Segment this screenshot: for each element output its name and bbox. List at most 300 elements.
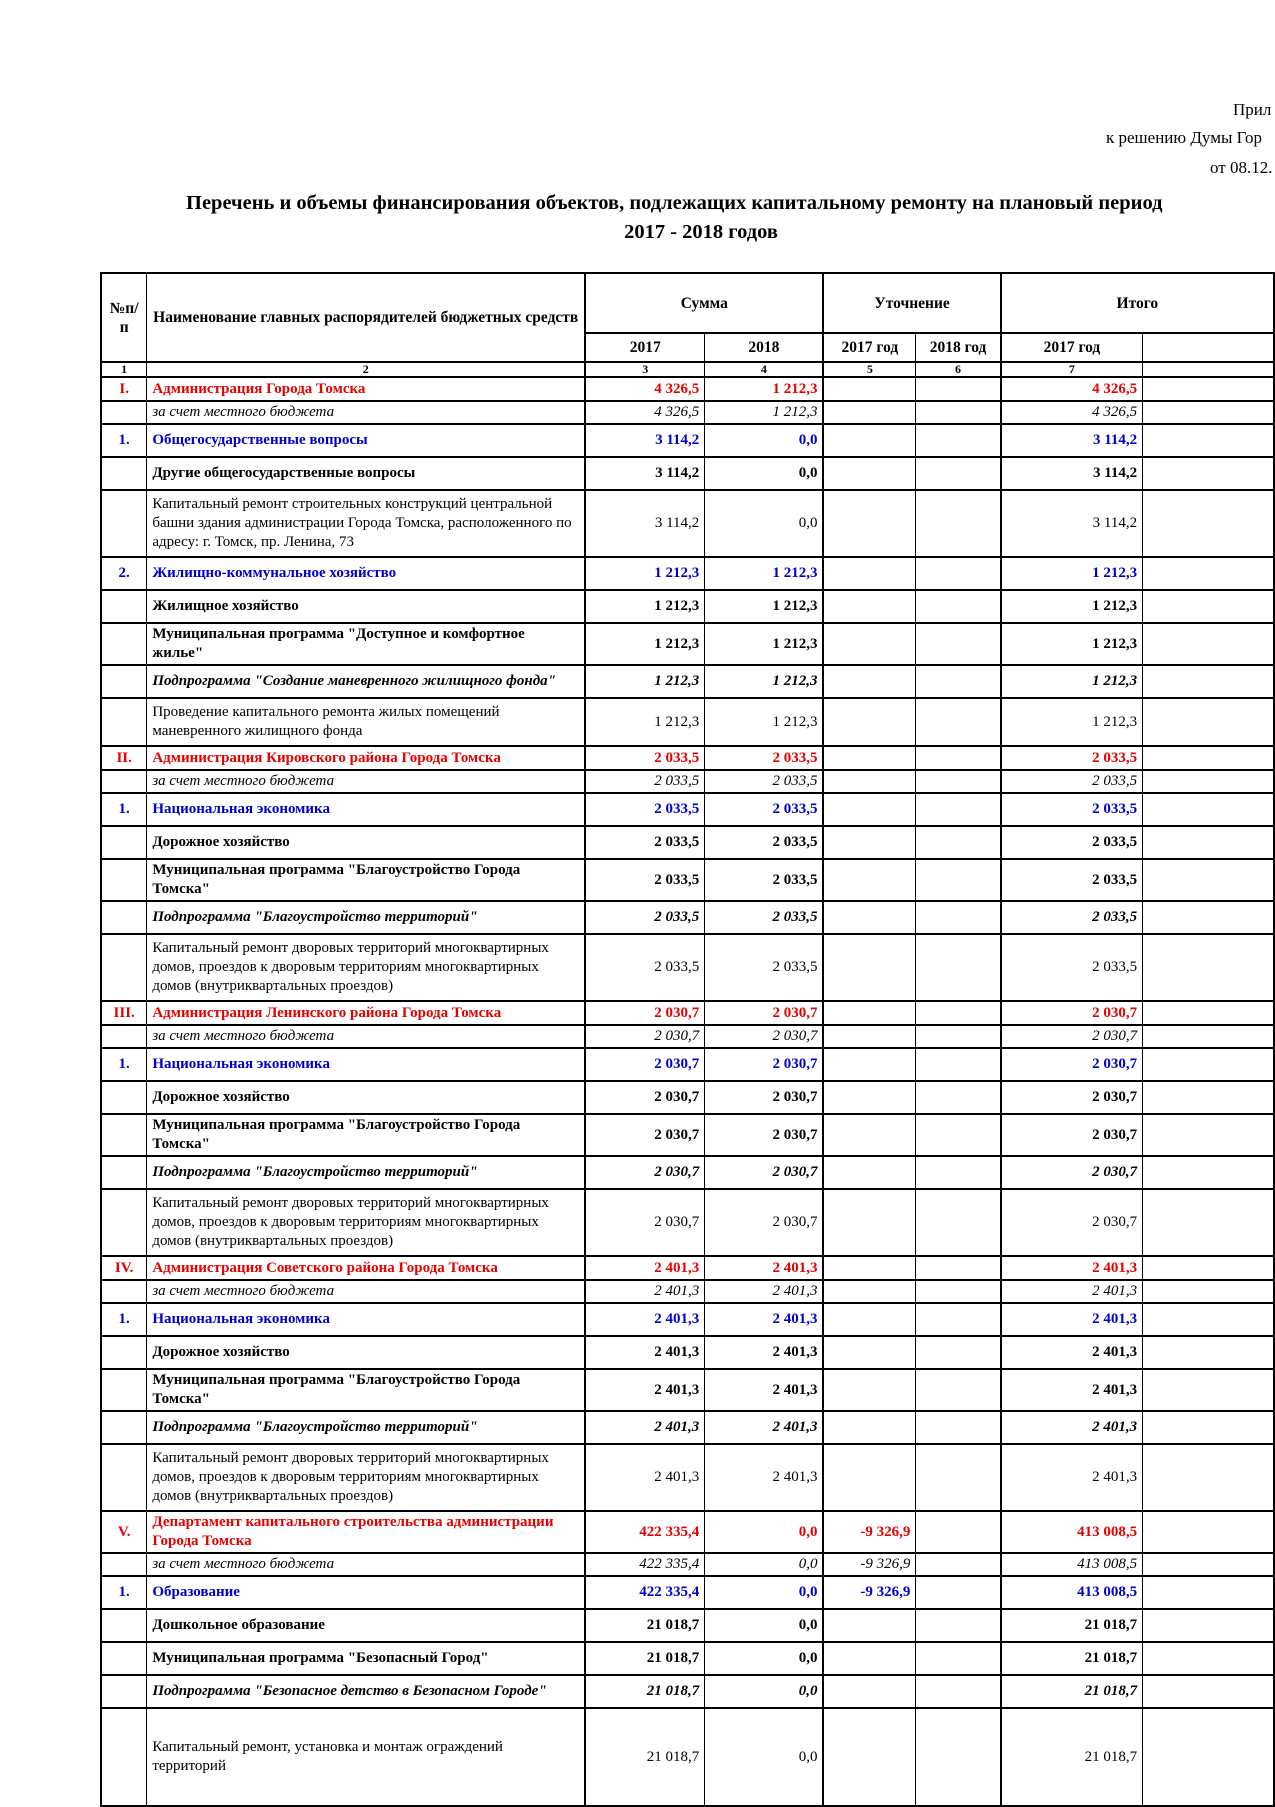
value-cell: 2 033,5	[1001, 901, 1143, 934]
value-cell: 2 033,5	[705, 859, 824, 901]
value-cell	[823, 826, 915, 859]
value-cell: 2 401,3	[705, 1256, 824, 1280]
decision-date-line: от 08.12.	[1210, 158, 1273, 177]
value-cell	[916, 1081, 1001, 1114]
value-cell	[1143, 623, 1274, 665]
value-cell	[1143, 826, 1274, 859]
row-name-cell: Администрация Ленинского района Города Томска	[147, 1001, 585, 1025]
value-cell	[823, 770, 915, 793]
value-cell	[823, 1001, 915, 1025]
row-name-cell: за счет местного бюджета	[147, 770, 585, 793]
row-name-cell: Подпрограмма "Благоустройство территорий"	[147, 901, 585, 934]
value-cell: 21 018,7	[585, 1609, 705, 1642]
row-name-cell: Дорожное хозяйство	[147, 1336, 585, 1369]
value-cell: 2 030,7	[705, 1001, 824, 1025]
row-number-cell	[101, 1411, 147, 1444]
row-number-cell: II.	[101, 746, 147, 770]
value-cell: 1 212,3	[705, 377, 824, 401]
value-cell: 2 401,3	[705, 1444, 824, 1511]
value-cell	[1143, 1336, 1274, 1369]
row-name-cell: за счет местного бюджета	[147, 1280, 585, 1303]
value-cell: -9 326,9	[823, 1511, 915, 1553]
column-index: 5	[823, 362, 915, 377]
header-summa-2017: 2017	[585, 333, 705, 362]
value-cell	[823, 1189, 915, 1256]
row-number-cell	[101, 1369, 147, 1411]
value-cell: 1 212,3	[1001, 590, 1143, 623]
value-cell	[823, 1642, 915, 1675]
table-row	[101, 1081, 1274, 1114]
table-row	[101, 1708, 1274, 1806]
value-cell	[1143, 557, 1274, 590]
value-cell	[823, 1114, 915, 1156]
value-cell	[1143, 424, 1274, 457]
value-cell	[823, 1303, 915, 1336]
value-cell: 4 326,5	[585, 401, 705, 424]
duma-decision-reference-line: к решению Думы Гор	[1106, 128, 1262, 147]
value-cell: 2 030,7	[1001, 1025, 1143, 1048]
row-name-cell: за счет местного бюджета	[147, 1025, 585, 1048]
value-cell: 2 033,5	[585, 793, 705, 826]
value-cell	[823, 457, 915, 490]
value-cell	[823, 665, 915, 698]
value-cell	[823, 623, 915, 665]
value-cell	[916, 793, 1001, 826]
table-row	[101, 698, 1274, 746]
row-number-cell	[101, 1708, 147, 1806]
row-name-cell: Муниципальная программа "Благоустройство Города Томска"	[147, 1369, 585, 1411]
row-name-cell: Муниципальная программа "Безопасный Город"	[147, 1642, 585, 1675]
value-cell	[823, 934, 915, 1001]
value-cell: 1 212,3	[705, 401, 824, 424]
value-cell	[1143, 1576, 1274, 1609]
value-cell: 2 033,5	[705, 746, 824, 770]
value-cell	[823, 1369, 915, 1411]
value-cell	[1143, 1114, 1274, 1156]
value-cell: 3 114,2	[1001, 490, 1143, 557]
row-number-cell	[101, 590, 147, 623]
value-cell	[1143, 1511, 1274, 1553]
table-row	[101, 377, 1274, 401]
value-cell: 21 018,7	[585, 1675, 705, 1708]
value-cell: 2 033,5	[585, 746, 705, 770]
table-row	[101, 793, 1274, 826]
value-cell	[1143, 590, 1274, 623]
row-number-cell	[101, 1280, 147, 1303]
table-row	[101, 424, 1274, 457]
value-cell	[1143, 901, 1274, 934]
table-row	[101, 746, 1274, 770]
value-cell: 21 018,7	[1001, 1708, 1143, 1806]
value-cell	[1143, 1001, 1274, 1025]
row-number-cell: 1.	[101, 424, 147, 457]
value-cell	[823, 793, 915, 826]
value-cell: -9 326,9	[823, 1553, 915, 1576]
value-cell: 0,0	[705, 1642, 824, 1675]
value-cell: 422 335,4	[585, 1553, 705, 1576]
value-cell: 2 030,7	[705, 1114, 824, 1156]
value-cell: 0,0	[705, 1511, 824, 1553]
value-cell	[916, 1708, 1001, 1806]
value-cell: 0,0	[705, 1675, 824, 1708]
row-number-cell	[101, 1444, 147, 1511]
table-row	[101, 1156, 1274, 1189]
value-cell	[916, 401, 1001, 424]
value-cell: 0,0	[705, 490, 824, 557]
value-cell: 2 401,3	[585, 1369, 705, 1411]
value-cell	[1143, 1642, 1274, 1675]
row-name-cell: Администрация Кировского района Города Томска	[147, 746, 585, 770]
value-cell: 2 030,7	[1001, 1048, 1143, 1081]
appendix-reference-line: Прил	[1233, 100, 1272, 119]
table-body	[101, 377, 1274, 1806]
row-number-cell: 2.	[101, 557, 147, 590]
value-cell: 1 212,3	[585, 665, 705, 698]
value-cell	[823, 859, 915, 901]
value-cell	[916, 1256, 1001, 1280]
table-row	[101, 859, 1274, 901]
value-cell	[1143, 1156, 1274, 1189]
value-cell	[1143, 698, 1274, 746]
value-cell: 2 033,5	[705, 793, 824, 826]
value-cell	[916, 1642, 1001, 1675]
row-number-cell	[101, 698, 147, 746]
row-number-cell	[101, 457, 147, 490]
value-cell	[1143, 1553, 1274, 1576]
value-cell: 2 401,3	[705, 1411, 824, 1444]
value-cell: 2 401,3	[705, 1303, 824, 1336]
column-index: 2	[147, 362, 585, 377]
row-name-cell: Департамент капитального строительства администрации Города Томска	[147, 1511, 585, 1553]
row-number-cell	[101, 665, 147, 698]
row-number-cell	[101, 1553, 147, 1576]
value-cell	[916, 934, 1001, 1001]
value-cell	[916, 826, 1001, 859]
value-cell: 2 401,3	[705, 1280, 824, 1303]
row-number-cell: IV.	[101, 1256, 147, 1280]
value-cell: 422 335,4	[585, 1511, 705, 1553]
value-cell: 0,0	[705, 1576, 824, 1609]
header-utochnenie-2017: 2017 год	[823, 333, 915, 362]
value-cell	[916, 859, 1001, 901]
value-cell	[1143, 401, 1274, 424]
table-row	[101, 1553, 1274, 1576]
table-row	[101, 1576, 1274, 1609]
header-name: Наименование главных распорядителей бюджетных средств	[147, 273, 585, 362]
financing-table	[100, 272, 1275, 1807]
table-row	[101, 623, 1274, 665]
value-cell	[916, 1025, 1001, 1048]
value-cell	[823, 1411, 915, 1444]
value-cell: 2 033,5	[585, 826, 705, 859]
value-cell	[823, 1256, 915, 1280]
value-cell	[823, 1444, 915, 1511]
row-number-cell	[101, 770, 147, 793]
value-cell	[1143, 665, 1274, 698]
value-cell: 2 030,7	[585, 1156, 705, 1189]
table-row	[101, 1642, 1274, 1675]
row-name-cell: Муниципальная программа "Благоустройство Города Томска"	[147, 859, 585, 901]
value-cell	[916, 1189, 1001, 1256]
value-cell	[823, 746, 915, 770]
value-cell	[916, 1048, 1001, 1081]
table-row	[101, 934, 1274, 1001]
value-cell	[1143, 1048, 1274, 1081]
row-number-cell	[101, 901, 147, 934]
column-index: 4	[705, 362, 824, 377]
value-cell: 1 212,3	[705, 557, 824, 590]
row-number-cell	[101, 934, 147, 1001]
value-cell	[916, 623, 1001, 665]
row-name-cell: Другие общегосударственные вопросы	[147, 457, 585, 490]
row-number-cell	[101, 1189, 147, 1256]
value-cell	[916, 1411, 1001, 1444]
value-cell: 2 033,5	[1001, 934, 1143, 1001]
value-cell: 0,0	[705, 1553, 824, 1576]
value-cell	[1143, 1675, 1274, 1708]
value-cell	[1143, 1708, 1274, 1806]
table-row	[101, 1189, 1274, 1256]
table-row	[101, 1369, 1274, 1411]
value-cell: 4 326,5	[1001, 401, 1143, 424]
value-cell	[823, 1025, 915, 1048]
table-row	[101, 557, 1274, 590]
value-cell: 1 212,3	[585, 698, 705, 746]
header-group-itogo: Итого	[1001, 273, 1274, 333]
value-cell: 413 008,5	[1001, 1553, 1143, 1576]
table-row	[101, 1280, 1274, 1303]
value-cell: 2 030,7	[705, 1048, 824, 1081]
row-name-cell: за счет местного бюджета	[147, 401, 585, 424]
column-index: 3	[585, 362, 705, 377]
value-cell	[916, 1114, 1001, 1156]
row-name-cell: Капитальный ремонт дворовых территорий многоквартирных домов, проездов к дворовым территориям многоквартирных домов (внутриквартальных проездов)	[147, 934, 585, 1001]
value-cell	[823, 901, 915, 934]
value-cell: 0,0	[705, 1609, 824, 1642]
value-cell	[916, 1675, 1001, 1708]
value-cell	[823, 401, 915, 424]
value-cell: 2 033,5	[1001, 746, 1143, 770]
table-row	[101, 401, 1274, 424]
value-cell: 2 030,7	[1001, 1001, 1143, 1025]
value-cell	[916, 424, 1001, 457]
value-cell: 3 114,2	[585, 457, 705, 490]
row-name-cell: Проведение капитального ремонта жилых помещений маневренного жилищного фонда	[147, 698, 585, 746]
value-cell: 1 212,3	[585, 590, 705, 623]
value-cell: 0,0	[705, 1708, 824, 1806]
table-row	[101, 1675, 1274, 1708]
value-cell	[823, 424, 915, 457]
header-row-groups	[101, 273, 1274, 333]
value-cell: 21 018,7	[585, 1708, 705, 1806]
value-cell: 1 212,3	[705, 623, 824, 665]
value-cell	[1143, 934, 1274, 1001]
value-cell	[916, 1553, 1001, 1576]
value-cell	[1143, 1025, 1274, 1048]
row-name-cell: Дошкольное образование	[147, 1609, 585, 1642]
value-cell	[1143, 1303, 1274, 1336]
row-number-cell	[101, 1025, 147, 1048]
row-name-cell: Муниципальная программа "Благоустройство Города Томска"	[147, 1114, 585, 1156]
value-cell: 2 401,3	[705, 1336, 824, 1369]
row-number-cell	[101, 859, 147, 901]
value-cell	[916, 1444, 1001, 1511]
column-index	[1143, 362, 1274, 377]
value-cell	[823, 1609, 915, 1642]
value-cell: 2 401,3	[585, 1256, 705, 1280]
table-row	[101, 1336, 1274, 1369]
value-cell	[1143, 1189, 1274, 1256]
value-cell: 1 212,3	[705, 590, 824, 623]
value-cell	[1143, 1081, 1274, 1114]
value-cell	[916, 1576, 1001, 1609]
table-row	[101, 665, 1274, 698]
table-row	[101, 1303, 1274, 1336]
value-cell	[1143, 746, 1274, 770]
header-group-utochnenie: Уточнение	[823, 273, 1000, 333]
table-row	[101, 770, 1274, 793]
value-cell: 2 030,7	[585, 1114, 705, 1156]
row-number-cell: III.	[101, 1001, 147, 1025]
row-name-cell: Образование	[147, 1576, 585, 1609]
value-cell	[823, 1048, 915, 1081]
value-cell: 2 401,3	[1001, 1256, 1143, 1280]
value-cell: 21 018,7	[1001, 1675, 1143, 1708]
table-row	[101, 1025, 1274, 1048]
value-cell	[916, 746, 1001, 770]
document-title-line2: 2017 - 2018 годов	[624, 221, 778, 243]
row-number-cell	[101, 1336, 147, 1369]
value-cell: 2 030,7	[1001, 1156, 1143, 1189]
value-cell	[916, 698, 1001, 746]
value-cell	[1143, 770, 1274, 793]
value-cell: 2 033,5	[585, 934, 705, 1001]
value-cell: 2 401,3	[705, 1369, 824, 1411]
header-row-number: №п/п	[101, 273, 147, 362]
row-name-cell: Дорожное хозяйство	[147, 826, 585, 859]
row-name-cell: Подпрограмма "Благоустройство территорий"	[147, 1156, 585, 1189]
value-cell	[823, 490, 915, 557]
value-cell	[823, 590, 915, 623]
row-number-cell	[101, 490, 147, 557]
value-cell: 2 401,3	[1001, 1411, 1143, 1444]
row-number-cell: 1.	[101, 793, 147, 826]
table-row	[101, 1001, 1274, 1025]
row-number-cell: I.	[101, 377, 147, 401]
header-summa-2018: 2018	[705, 333, 824, 362]
row-number-cell	[101, 826, 147, 859]
value-cell: 2 030,7	[585, 1081, 705, 1114]
value-cell: 2 401,3	[585, 1303, 705, 1336]
value-cell: 2 033,5	[1001, 826, 1143, 859]
value-cell: 3 114,2	[585, 490, 705, 557]
value-cell: 2 401,3	[1001, 1336, 1143, 1369]
value-cell: 2 030,7	[705, 1025, 824, 1048]
header-row-index	[101, 362, 1274, 377]
value-cell	[1143, 1444, 1274, 1511]
row-name-cell: Национальная экономика	[147, 1303, 585, 1336]
table-row	[101, 590, 1274, 623]
value-cell: 2 033,5	[1001, 793, 1143, 826]
row-number-cell: V.	[101, 1511, 147, 1553]
value-cell	[916, 1369, 1001, 1411]
value-cell: 2 033,5	[585, 901, 705, 934]
value-cell	[1143, 1411, 1274, 1444]
row-name-cell: Общегосударственные вопросы	[147, 424, 585, 457]
value-cell: 2 030,7	[585, 1189, 705, 1256]
value-cell: 2 030,7	[585, 1025, 705, 1048]
value-cell: 2 033,5	[705, 770, 824, 793]
row-number-cell: 1.	[101, 1303, 147, 1336]
row-name-cell: Подпрограмма "Создание маневренного жилищного фонда"	[147, 665, 585, 698]
value-cell	[1143, 1280, 1274, 1303]
header-group-summa: Сумма	[585, 273, 823, 333]
value-cell	[916, 1609, 1001, 1642]
header-itogo-2017: 2017 год	[1001, 333, 1143, 362]
value-cell	[916, 1280, 1001, 1303]
value-cell: 1 212,3	[585, 557, 705, 590]
value-cell: 2 030,7	[1001, 1189, 1143, 1256]
table-row	[101, 457, 1274, 490]
row-name-cell: Администрация Города Томска	[147, 377, 585, 401]
value-cell: 2 033,5	[1001, 859, 1143, 901]
row-name-cell: Дорожное хозяйство	[147, 1081, 585, 1114]
row-number-cell	[101, 1081, 147, 1114]
value-cell: 2 401,3	[1001, 1444, 1143, 1511]
value-cell	[916, 557, 1001, 590]
value-cell: 2 030,7	[705, 1081, 824, 1114]
row-number-cell: 1.	[101, 1048, 147, 1081]
value-cell	[916, 1336, 1001, 1369]
row-name-cell: Подпрограмма "Безопасное детство в Безопасном Городе"	[147, 1675, 585, 1708]
row-name-cell: Жилищное хозяйство	[147, 590, 585, 623]
table-row	[101, 1048, 1274, 1081]
value-cell: 413 008,5	[1001, 1576, 1143, 1609]
table-row	[101, 1609, 1274, 1642]
value-cell: 2 030,7	[705, 1189, 824, 1256]
value-cell	[1143, 859, 1274, 901]
value-cell	[823, 1336, 915, 1369]
value-cell: 1 212,3	[705, 698, 824, 746]
value-cell: 21 018,7	[1001, 1609, 1143, 1642]
row-name-cell: Администрация Советского района Города Томска	[147, 1256, 585, 1280]
value-cell: 2 033,5	[705, 826, 824, 859]
document-title	[186, 189, 1275, 247]
row-name-cell: Капитальный ремонт, установка и монтаж ограждений территорий	[147, 1708, 585, 1806]
table-row	[101, 1256, 1274, 1280]
header-itogo-2018	[1143, 333, 1274, 362]
value-cell: 2 033,5	[585, 859, 705, 901]
value-cell: 2 401,3	[585, 1444, 705, 1511]
value-cell	[823, 1675, 915, 1708]
row-number-cell	[101, 1156, 147, 1189]
value-cell	[916, 901, 1001, 934]
value-cell: 3 114,2	[585, 424, 705, 457]
value-cell: 2 401,3	[1001, 1369, 1143, 1411]
column-index: 1	[101, 362, 147, 377]
value-cell: 1 212,3	[705, 665, 824, 698]
value-cell: 2 401,3	[585, 1336, 705, 1369]
financing-table-container	[100, 272, 1275, 1807]
row-name-cell: Капитальный ремонт дворовых территорий многоквартирных домов, проездов к дворовым территориям многоквартирных домов (внутриквартальных проездов)	[147, 1189, 585, 1256]
value-cell: 2 033,5	[705, 901, 824, 934]
value-cell	[823, 377, 915, 401]
value-cell: 2 030,7	[585, 1001, 705, 1025]
value-cell: 2 401,3	[1001, 1303, 1143, 1336]
row-number-cell	[101, 1114, 147, 1156]
document-title-line1: Перечень и объемы финансирования объектов, подлежащих капитальному ремонту на плановый период	[186, 192, 1163, 214]
value-cell: 4 326,5	[1001, 377, 1143, 401]
